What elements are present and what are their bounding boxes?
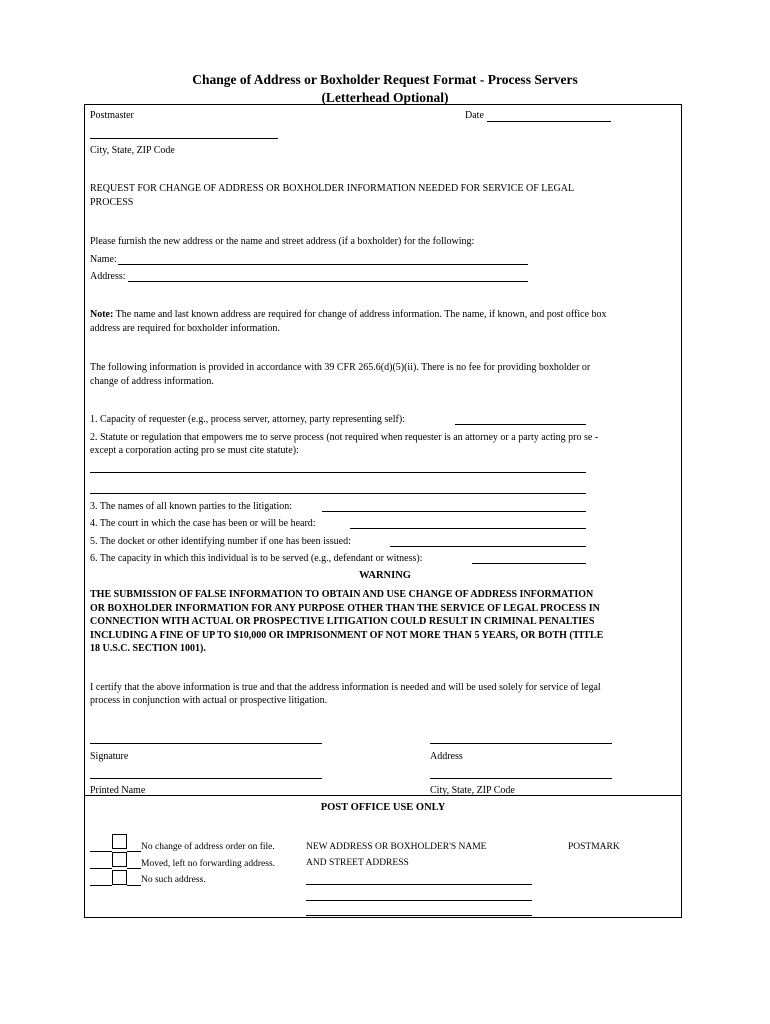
- po-use-only-heading: POST OFFICE USE ONLY: [320, 802, 446, 813]
- sig-address-field[interactable]: [430, 743, 612, 744]
- furnish-text: Please furnish the new address or the name and street address (if a boxholder) for the following:: [90, 236, 475, 247]
- new-address-field-2[interactable]: [306, 900, 532, 901]
- note-line-2: address are required for boxholder information.: [90, 323, 280, 334]
- item-5-field[interactable]: [390, 546, 586, 547]
- item-6-field[interactable]: [472, 563, 586, 564]
- printed-name-field[interactable]: [90, 778, 322, 779]
- address-field[interactable]: [128, 281, 528, 282]
- info-line-2: change of address information.: [90, 376, 214, 387]
- warning-line: INCLUDING A FINE OF UP TO $10,000 OR IMPRISONMENT OF NOT MORE THAN 5 YEARS, OR BOTH (TITLE: [90, 629, 604, 641]
- item-4-label: 4. The court in which the case has been or will be heard:: [90, 518, 316, 529]
- postmark-label: POSTMARK: [568, 842, 620, 852]
- option-line: [90, 885, 112, 886]
- sig-city-field[interactable]: [430, 778, 612, 779]
- option-line: [127, 868, 141, 869]
- new-address-heading-cont: AND STREET ADDRESS: [306, 858, 409, 868]
- name-field[interactable]: [118, 264, 528, 265]
- postmaster-city-field[interactable]: [90, 138, 278, 139]
- warning-heading: WARNING: [359, 570, 411, 581]
- printed-name-label: Printed Name: [90, 785, 146, 796]
- item-2-label: 2. Statute or regulation that empowers me to serve process (not required when requester is an attorney or a party acting pro se -: [90, 432, 599, 443]
- item-6-label: 6. The capacity in which this individual is to be served (e.g., defendant or witness):: [90, 553, 423, 564]
- option-line: [90, 851, 112, 852]
- new-address-field-1[interactable]: [306, 884, 532, 885]
- city-state-zip-label: City, State, ZIP Code: [90, 145, 175, 156]
- new-address-heading: NEW ADDRESS OR BOXHOLDER'S NAME: [306, 842, 487, 852]
- form-subtitle: (Letterhead Optional): [321, 90, 449, 105]
- certify-line-1: I certify that the above information is true and that the address information is needed and will be used solely for service of legal: [90, 682, 601, 693]
- item-3-label: 3. The names of all known parties to the litigation:: [90, 501, 292, 512]
- warning-line: 18 U.S.C. SECTION 1001).: [90, 643, 206, 654]
- signature-label: Signature: [90, 751, 129, 762]
- option-no-change: No change of address order on file.: [141, 842, 275, 852]
- warning-text: [90, 588, 603, 656]
- item-2-field-2[interactable]: [90, 493, 586, 494]
- sig-city-label: City, State, ZIP Code: [430, 785, 515, 796]
- item-2-label-cont: except a corporation acting pro se must cite statute):: [90, 445, 299, 456]
- item-2-field-1[interactable]: [90, 472, 586, 473]
- item-3-field[interactable]: [322, 511, 586, 512]
- option-line: [127, 851, 141, 852]
- date-label: Date: [465, 110, 484, 121]
- form-title: Change of Address or Boxholder Request Format - Process Servers: [192, 72, 578, 87]
- request-heading: REQUEST FOR CHANGE OF ADDRESS OR BOXHOLDER INFORMATION NEEDED FOR SERVICE OF LEGAL: [90, 183, 575, 194]
- note-bold: Note:: [90, 309, 114, 320]
- name-label: Name:: [90, 254, 117, 265]
- item-1-field[interactable]: [455, 424, 586, 425]
- no-change-checkbox[interactable]: [112, 834, 127, 849]
- no-such-address-checkbox[interactable]: [112, 870, 127, 885]
- date-field[interactable]: [487, 121, 611, 122]
- info-line-1: The following information is provided in accordance with 39 CFR 265.6(d)(5)(ii). There is no fee for providing boxholder or: [90, 362, 591, 373]
- item-5-label: 5. The docket or other identifying number if one has been issued:: [90, 536, 351, 547]
- option-no-such-address: No such address.: [141, 875, 206, 885]
- moved-checkbox[interactable]: [112, 852, 127, 867]
- option-line: [127, 885, 141, 886]
- warning-line: CONNECTION WITH ACTUAL OR PROSPECTIVE LITIGATION COULD RESULT IN CRIMINAL PENALTIES: [90, 616, 595, 627]
- note-text: [90, 309, 607, 321]
- certify-line-2: process in conjunction with actual or prospective litigation.: [90, 695, 328, 706]
- address-label: Address:: [90, 271, 126, 282]
- item-4-field[interactable]: [350, 528, 586, 529]
- warning-line: THE SUBMISSION OF FALSE INFORMATION TO OBTAIN AND USE CHANGE OF ADDRESS INFORMATION: [90, 589, 594, 600]
- option-line: [90, 868, 112, 869]
- signature-field[interactable]: [90, 743, 322, 744]
- new-address-field-3[interactable]: [306, 915, 532, 916]
- warning-line: OR BOXHOLDER INFORMATION FOR ANY PURPOSE OTHER THAN THE SERVICE OF LEGAL PROCESS IN: [90, 602, 600, 614]
- note-line-1: The name and last known address are required for change of address information. The name, if known, and post office box: [113, 309, 607, 320]
- request-heading-cont: PROCESS: [90, 197, 134, 208]
- item-1-label: 1. Capacity of requester (e.g., process server, attorney, party representing self):: [90, 414, 405, 425]
- sig-address-label: Address: [430, 751, 463, 762]
- option-moved: Moved, left no forwarding address.: [141, 859, 276, 869]
- postmaster-label: Postmaster: [90, 110, 134, 121]
